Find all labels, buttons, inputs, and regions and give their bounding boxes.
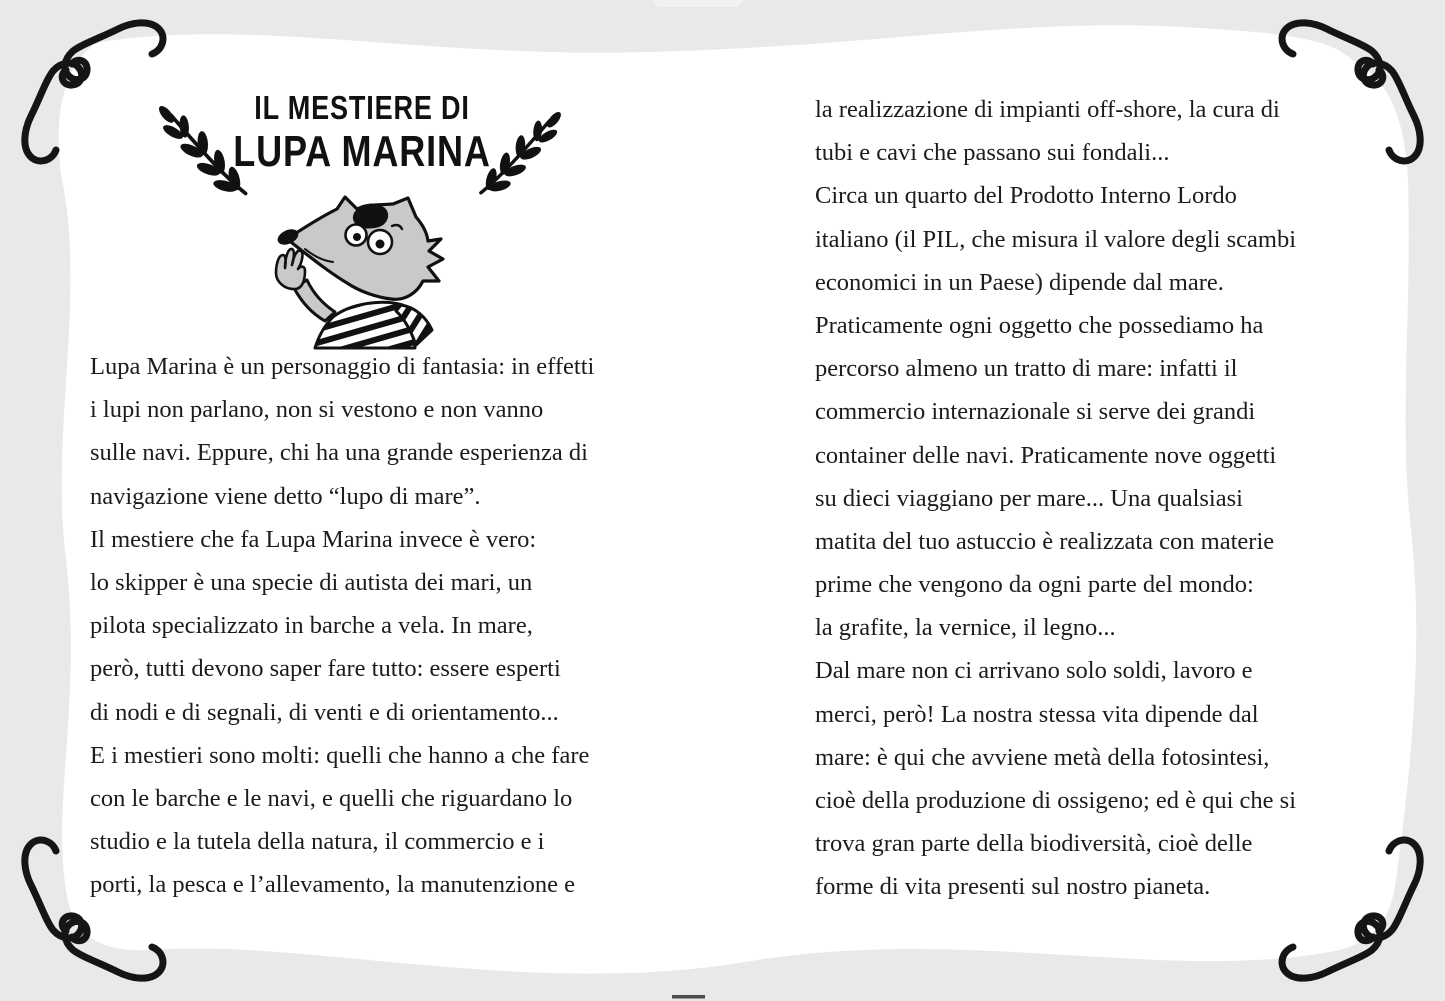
right-page-text [815,88,1415,909]
body-text-line: porti, la pesca e l’allevamento, la manutenzione e [90,871,576,899]
body-text-line: mare: è qui che avviene metà della fotosintesi, [815,743,1270,771]
wolf-pupil-left [353,233,361,241]
body-text-line: pilota specializzato in barche a vela. In mare, [90,612,533,640]
body-text-line: Lupa Marina è un personaggio di fantasia: in effetti [90,353,595,380]
body-text-line: tubi e cavi che passano sui fondali... [815,139,1170,167]
body-text-line: studio e la tutela della natura, il commercio e i [90,828,545,856]
body-text-line: commercio internazionale si serve dei grandi [815,398,1256,426]
chapter-title-line1: IL MESTIERE DI [254,89,470,126]
wolf-paw [276,249,305,289]
body-text-line: italiano (il PIL, che misura il valore degli scambi [815,225,1297,253]
body-text-line: Dal mare non ci arrivano solo soldi, lavoro e [815,657,1253,685]
body-text-line: con le barche e le navi, e quelli che riguardano lo [90,784,573,812]
body-text-line: però, tutti devono saper fare tutto: essere esperti [90,655,561,683]
body-text-line: navigazione viene detto “lupo di mare”. [90,482,481,510]
wolf-pupil-right [376,240,385,249]
left-page-text [90,345,690,906]
body-text-line: matita del tuo astuccio è realizzata con materie [815,527,1275,555]
body-text-line: la grafite, la vernice, il legno... [815,614,1116,642]
chapter-title [198,88,526,176]
bottom-center-mark [672,995,705,999]
body-text-line: lo skipper è una specie di autista dei mari, un [90,568,533,596]
body-text-line: la realizzazione di impianti off-shore, la cura di [815,96,1280,123]
body-text-line: merci, però! La nostra stessa vita dipende dal [815,700,1259,728]
body-text-line: trova gran parte della biodiversità, cioè delle [815,830,1253,858]
body-text-line: forme di vita presenti sul nostro pianeta. [815,873,1211,901]
chapter-title-line2: LUPA MARINA [233,127,491,176]
body-text-line: E i mestieri sono molti: quelli che hanno a che fare [90,741,590,769]
top-center-tab [652,0,744,7]
body-text-line: cioè della produzione di ossigeno; ed è qui che si [815,787,1297,814]
body-text-line: Il mestiere che fa Lupa Marina invece è vero: [90,525,537,553]
body-text-line: su dieci viaggiano per mare... Una qualsiasi [815,484,1243,512]
body-text-line: sulle navi. Eppure, chi ha una grande esperienza di [90,439,588,467]
body-text-line: i lupi non parlano, non si vestono e non vanno [90,396,544,424]
body-text-line: percorso almeno un tratto di mare: infatti il [815,355,1238,383]
body-text-line: economici in un Paese) dipende dal mare. [815,268,1224,296]
body-text-line: container delle navi. Praticamente nove oggetti [815,441,1277,469]
body-text-line: di nodi e di segnali, di venti e di orientamento... [90,698,559,726]
body-text-line: prime che vengono da ogni parte del mondo: [815,571,1254,599]
body-text-line: Praticamente ogni oggetto che possediamo ha [815,311,1264,339]
body-text-line: Circa un quarto del Prodotto Interno Lordo [815,182,1237,210]
